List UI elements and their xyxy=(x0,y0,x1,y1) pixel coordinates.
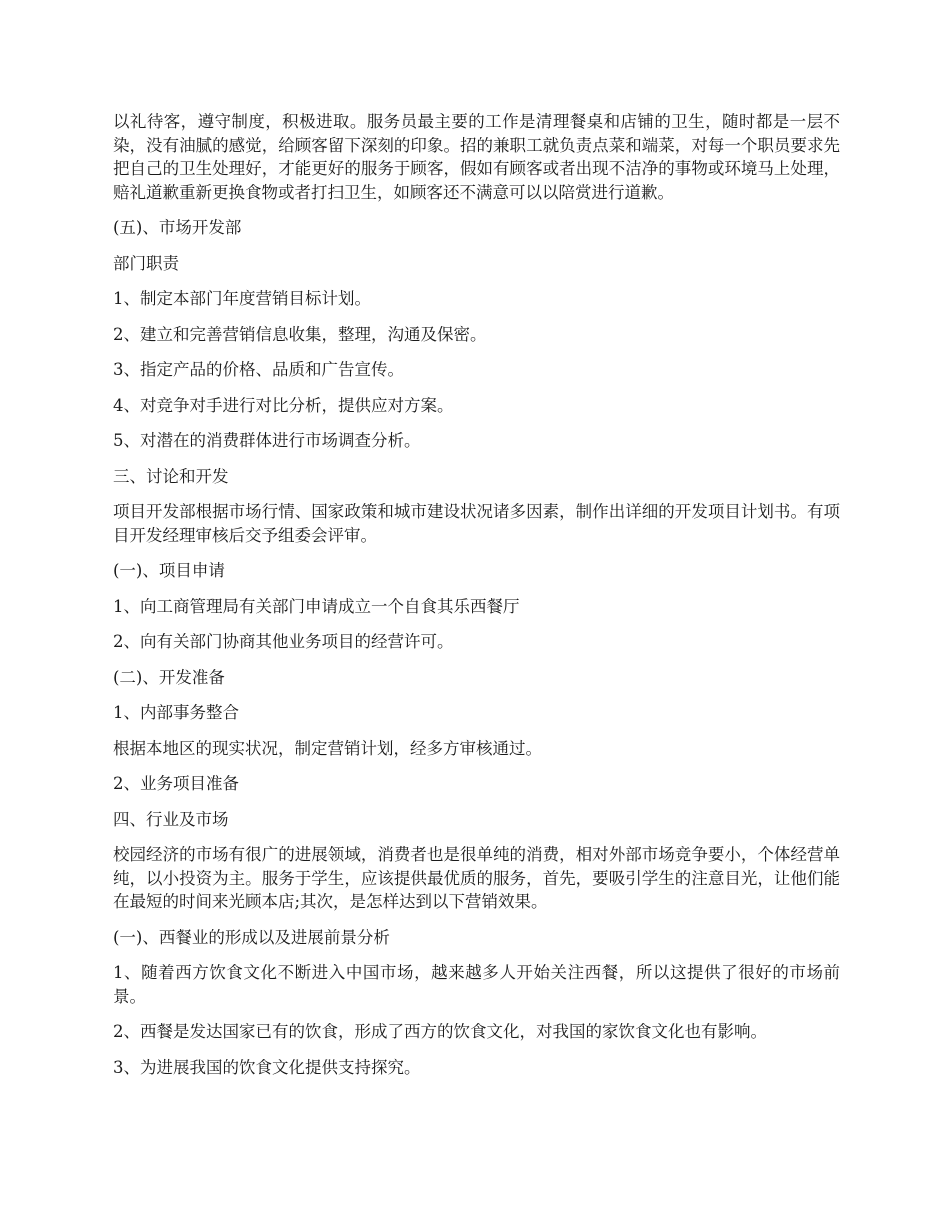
document-body xyxy=(113,110,840,1091)
paragraph-campus-economy: 校园经济的市场有很广的进展领域，消费者也是很单纯的消费，相对外部市场竞争要小，个体经营单纯，以小投资为主。服务于学生，应该提供最优质的服务，首先，要吸引学生的注意目光，让他们能在最短的时间来光顾本店;其次，是怎样达到以下营销效果。 xyxy=(113,845,840,911)
list-item-business-preparation: 2、业务项目准备 xyxy=(113,774,239,793)
list-item-application-1: 1、向工商管理局有关部门申请成立一个自食其乐西餐厅 xyxy=(113,596,520,616)
list-item-analysis-3: 3、为进展我国的饮食文化提供支持探究。 xyxy=(113,1057,421,1077)
heading-development-preparation: (二)、开发准备 xyxy=(113,667,225,687)
list-item-duty-4: 4、对竞争对手进行对比分析，提供应对方案。 xyxy=(113,395,454,415)
heading-western-food-analysis: (一)、西餐业的形成以及进展前景分析 xyxy=(113,927,390,947)
heading-project-application: (一)、项目申请 xyxy=(113,561,225,580)
heading-industry-market: 四、行业及市场 xyxy=(113,809,229,829)
list-item-duty-1: 1、制定本部门年度营销目标计划。 xyxy=(113,289,371,308)
list-item-internal-affairs: 1、内部事务整合 xyxy=(113,703,239,722)
list-item-duty-2: 2、建立和完善营销信息收集，整理，沟通及保密。 xyxy=(113,324,487,344)
heading-research-development: 三、讨论和开发 xyxy=(113,466,229,486)
subheading-dept-duties: 部门职责 xyxy=(113,253,179,273)
list-item-duty-3: 3、指定产品的价格、品质和广告宣传。 xyxy=(113,360,404,379)
heading-market-development-dept: (五)、市场开发部 xyxy=(113,218,242,237)
paragraph-service-staff: 以礼待客，遵守制度，积极进取。服务员最主要的工作是清理餐桌和店铺的卫生，随时都是一层不染，没有油腻的感觉，给顾客留下深刻的印象。招的兼职工就负责点菜和端菜，对每一个职员要求先把自己的卫生处理好，才能更好的服务于顾客，假如有顾客或者出现不洁净的事物或环境马上处理，赔礼道歉重新更换食物或者打扫卫生，如顾客还不满意可以以陪赏进行道歉。 xyxy=(113,112,840,202)
paragraph-project-plan: 项目开发部根据市场行情、国家政策和城市建设状况诸多因素，制作出详细的开发项目计划书。有项目开发经理审核后交予组委会评审。 xyxy=(113,502,840,545)
list-item-duty-5: 5、对潜在的消费群体进行市场调查分析。 xyxy=(113,431,421,450)
list-item-application-2: 2、向有关部门协商其他业务项目的经营许可。 xyxy=(113,632,454,651)
paragraph-marketing-plan: 根据本地区的现实状况，制定营销计划，经多方审核通过。 xyxy=(113,738,542,758)
list-item-analysis-1: 1、随着西方饮食文化不断进入中国市场，越来越多人开始关注西餐，所以这提供了很好的市场前景。 xyxy=(113,963,840,1006)
list-item-analysis-2: 2、西餐是发达国家已有的饮食，形成了西方的饮食文化，对我国的家饮食文化也有影响。 xyxy=(113,1022,767,1041)
